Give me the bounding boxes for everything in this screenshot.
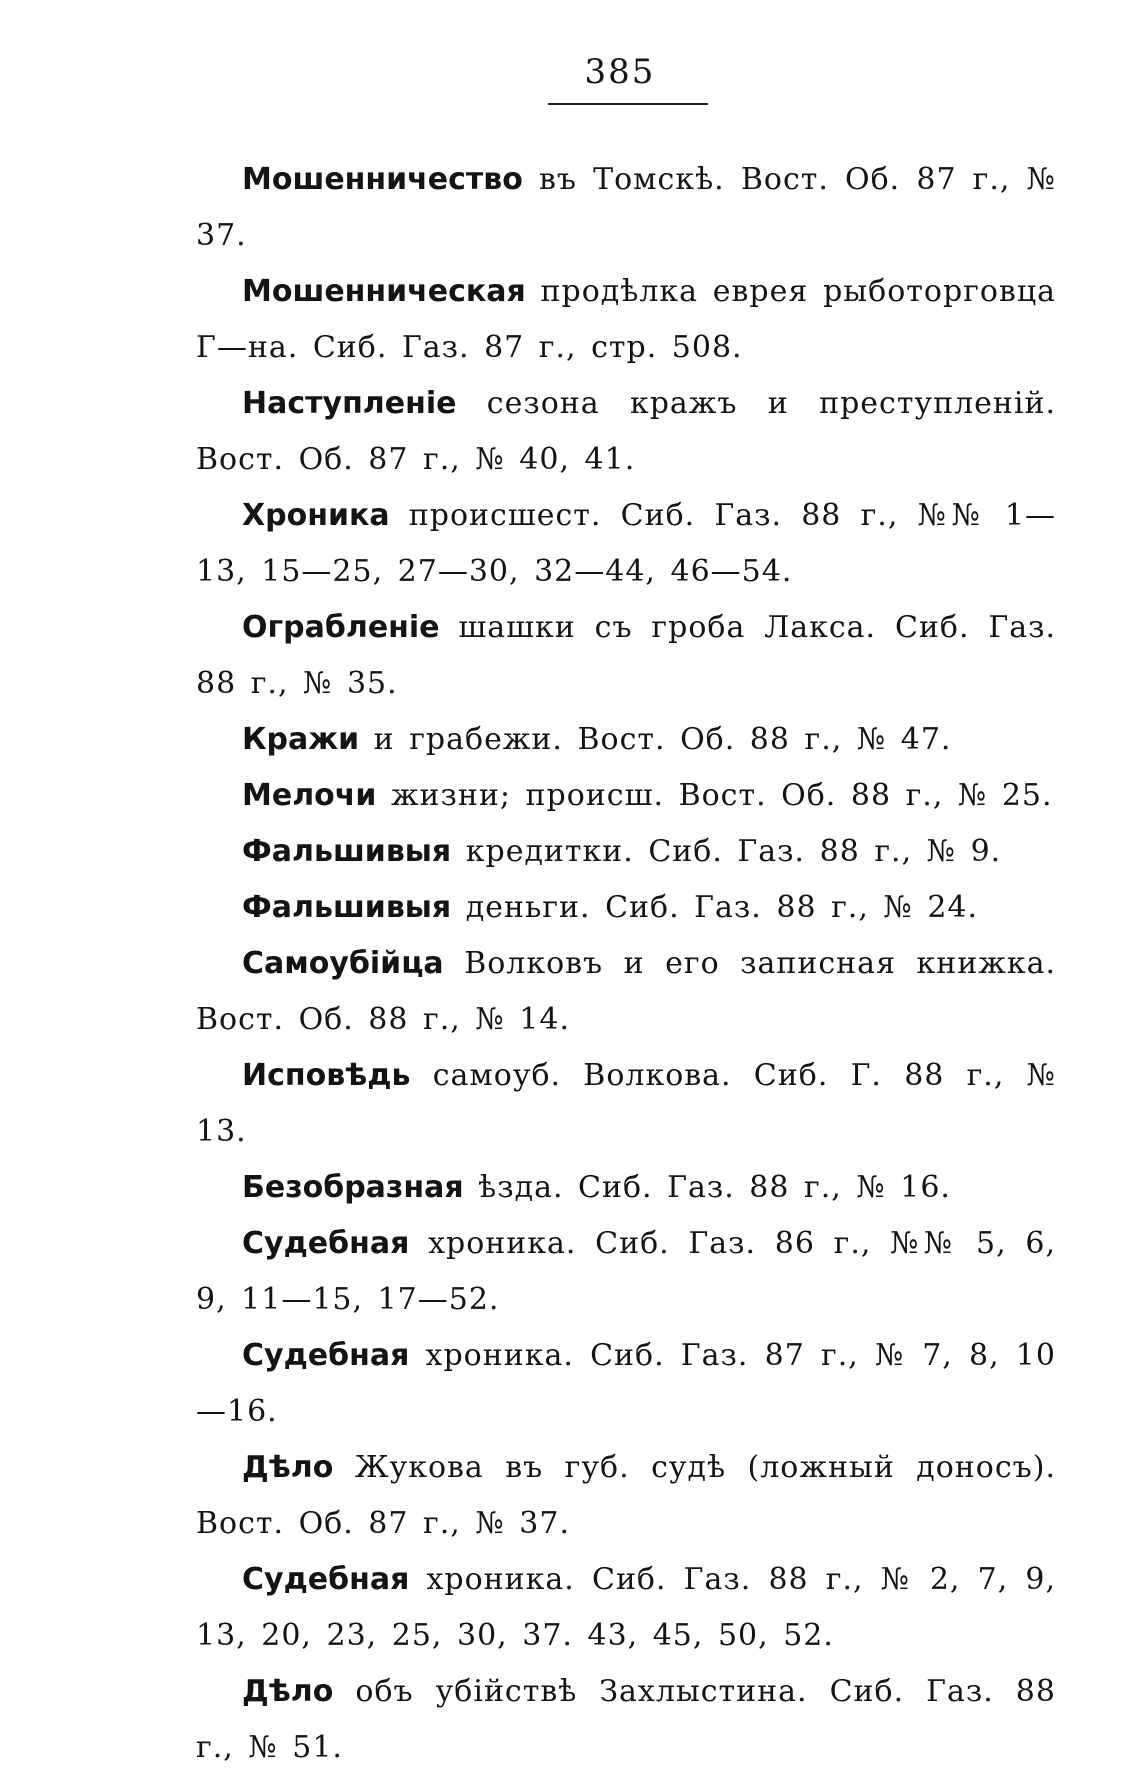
entry-heading: Ограбленіе [242,610,440,645]
bibliography-entry [196,488,1056,600]
bibliography-entry [196,936,1056,1048]
entry-text: въ Томскѣ. Вост. Об. 87 г., № 37. [196,162,1056,253]
bibliography-entry [196,1440,1056,1552]
entry-heading: Кражи [242,722,360,757]
entry-text: Волковъ и его записная книжка. Вост. Об. 88 г., № 14. [196,946,1056,1037]
bibliography-entry [196,1048,1056,1160]
page-number: 385 [584,52,656,92]
bibliography-entry [196,1552,1056,1664]
bibliography-entry [196,264,1056,376]
entry-text: шашки съ гроба Лакса. Сиб. Газ. 88 г., № 35. [196,610,1056,701]
entry-heading: Судебная [242,1562,410,1597]
entry-text: самоуб. Волкова. Сиб. Г. 88 г., № 13. [196,1058,1056,1149]
entry-heading: Наступленіе [242,386,457,421]
entry-heading: Дѣло [242,1450,334,1485]
entry-heading: Судебная [242,1338,410,1373]
entry-heading: Исповѣдь [242,1058,411,1093]
entry-text: хроника. Сиб. Газ. 87 г., № 7, 8, 10—16. [196,1338,1056,1429]
entry-text: кредитки. Сиб. Газ. 88 г., № 9. [465,834,1002,869]
page-number-rule [548,103,708,105]
entry-text: хроника. Сиб. Газ. 86 г., №№ 5, 6, 9, 11—15, 17—52. [196,1226,1057,1317]
entry-heading: Мошенническая [242,274,526,309]
entry-heading: Мелочи [242,778,377,813]
entry-heading: Дѣло [242,1674,334,1709]
entry-text: ѣзда. Сиб. Газ. 88 г., № 16. [478,1170,951,1205]
bibliography-entry [196,824,1056,880]
entry-heading: Самоубійца [242,946,444,981]
bibliography-entry [196,1328,1056,1440]
entry-text: продѣлка еврея рыботорговца Г—на. Сиб. Газ. 87 г., стр. 508. [196,274,1056,365]
bibliography-entry [196,152,1056,264]
entry-text: и грабежи. Вост. Об. 88 г., № 47. [373,722,952,757]
bibliography-entry [196,1160,1056,1216]
entry-text: жизни; происш. Вост. Об. 88 г., № 25. [390,778,1053,813]
bibliography-entry [196,1664,1056,1776]
entry-text: объ убійствѣ Захлыстина. Сиб. Газ. 88 г., № 51. [196,1674,1056,1765]
entry-text: происшест. Сиб. Газ. 88 г., №№ 1—13, 15—25, 27—30, 32—44, 46—54. [196,498,1056,589]
entry-text: хроника. Сиб. Газ. 88 г., № 2, 7, 9, 13, 20, 23, 25, 30, 37. 43, 45, 50, 52. [196,1562,1056,1653]
bibliography-entry [196,768,1056,824]
bibliography-entry [196,600,1056,712]
entry-heading: Фальшивыя [242,834,452,869]
bibliography-entry [196,712,1056,768]
bibliography-entry [196,880,1056,936]
bibliography-list [196,152,1056,1776]
entry-heading: Судебная [242,1226,410,1261]
bibliography-entry [196,1216,1056,1328]
bibliography-entry [196,376,1056,488]
entry-heading: Фальшивыя [242,890,452,925]
entry-text: сезона кражъ и преступленій. Вост. Об. 87 г., № 40, 41. [196,386,1057,477]
entry-heading: Хроника [242,498,390,533]
entry-text: деньги. Сиб. Газ. 88 г., № 24. [465,890,979,925]
entry-text: Жукова въ губ. судѣ (ложный доносъ). Вост. Об. 87 г., № 37. [196,1450,1056,1541]
entry-heading: Мошенничество [242,162,523,197]
entry-heading: Безобразная [242,1170,464,1205]
